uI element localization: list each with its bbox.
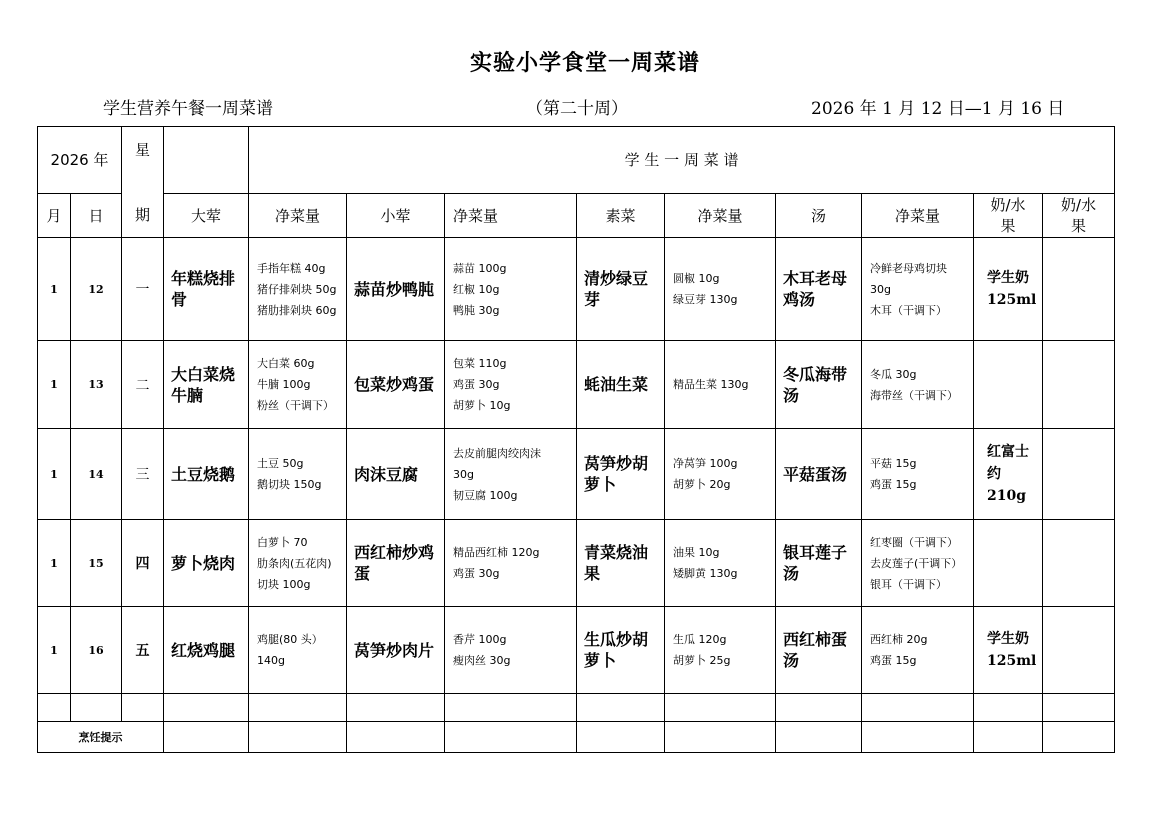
month-cell: 1 bbox=[38, 429, 71, 520]
weekday-cell: 一 bbox=[122, 238, 164, 341]
date-range: 2026 年 1 月 12 日—1 月 16 日 bbox=[811, 99, 1065, 119]
small-ingredients: 去皮前腿肉绞肉沫 30g 韧豆腐 100g bbox=[445, 429, 577, 520]
net-weight-header: 净菜量 bbox=[445, 193, 577, 237]
weekday-header: 星 期 bbox=[122, 127, 164, 238]
month-cell: 1 bbox=[38, 520, 71, 607]
small-dish: 肉沫豆腐 bbox=[347, 429, 445, 520]
day-header: 日 bbox=[71, 193, 122, 237]
veg-dish: 蚝油生菜 bbox=[577, 341, 665, 429]
soup-ingredients: 冬瓜 30g 海带丝（干调下） bbox=[862, 341, 974, 429]
veg-dish: 莴笋炒胡萝卜 bbox=[577, 429, 665, 520]
small-ingredients: 香芹 100g 瘦肉丝 30g bbox=[445, 607, 577, 694]
month-cell: 1 bbox=[38, 607, 71, 694]
soup-ingredients: 平菇 15g 鸡蛋 15g bbox=[862, 429, 974, 520]
net-weight-header: 净菜量 bbox=[862, 193, 974, 237]
milk-fruit-cell-2 bbox=[1043, 520, 1115, 607]
small-dish: 西红柿炒鸡蛋 bbox=[347, 520, 445, 607]
page-title: 实验小学食堂一周菜谱 bbox=[469, 50, 700, 76]
soup-ingredients: 红枣圈（干调下） 去皮莲子(干调下） 银耳（干调下） bbox=[862, 520, 974, 607]
milk-fruit-cell-2 bbox=[1043, 341, 1115, 429]
soup-ingredients: 冷鲜老母鸡切块 30g 木耳（干调下） bbox=[862, 238, 974, 341]
milk-fruit-cell-2 bbox=[1043, 607, 1115, 694]
day-cell: 15 bbox=[71, 520, 122, 607]
month-cell: 1 bbox=[38, 238, 71, 341]
veg-ingredients: 油果 10g 矮脚黄 130g bbox=[665, 520, 776, 607]
soup-dish: 木耳老母鸡汤 bbox=[776, 238, 862, 341]
small-dish: 包菜炒鸡蛋 bbox=[347, 341, 445, 429]
main-ingredients: 鸡腿(80 头） 140g bbox=[249, 607, 347, 694]
veg-ingredients: 精品生菜 130g bbox=[665, 341, 776, 429]
soup-dish: 平菇蛋汤 bbox=[776, 429, 862, 520]
small-dish-header: 小荤 bbox=[347, 193, 445, 237]
net-weight-header: 净菜量 bbox=[665, 193, 776, 237]
main-ingredients: 土豆 50g 鹅切块 150g bbox=[249, 429, 347, 520]
main-dish: 土豆烧鹅 bbox=[164, 429, 249, 520]
small-ingredients: 包菜 110g 鸡蛋 30g 胡萝卜 10g bbox=[445, 341, 577, 429]
subtitle-left: 学生营养午餐一周菜谱 bbox=[103, 99, 273, 119]
net-weight-header: 净菜量 bbox=[249, 193, 347, 237]
main-ingredients: 白萝卜 70 肋条肉(五花肉) 切块 100g bbox=[249, 520, 347, 607]
veg-dish-header: 素菜 bbox=[577, 193, 665, 237]
main-dish: 红烧鸡腿 bbox=[164, 607, 249, 694]
main-ingredients: 手指年糕 40g 猪仔排剁块 50g 猪肋排剁块 60g bbox=[249, 238, 347, 341]
blank-header-cell bbox=[164, 127, 249, 194]
weekday-cell: 三 bbox=[122, 429, 164, 520]
week-number: （第二十周） bbox=[526, 99, 628, 119]
veg-ingredients: 生瓜 120g 胡萝卜 25g bbox=[665, 607, 776, 694]
day-cell: 14 bbox=[71, 429, 122, 520]
weekday-cell: 四 bbox=[122, 520, 164, 607]
soup-dish: 银耳莲子汤 bbox=[776, 520, 862, 607]
milk-fruit-cell bbox=[974, 341, 1043, 429]
month-header: 月 bbox=[38, 193, 71, 237]
main-dish: 年糕烧排骨 bbox=[164, 238, 249, 341]
milk-fruit-cell-2 bbox=[1043, 429, 1115, 520]
cooking-tips-row bbox=[38, 722, 1115, 753]
veg-dish: 青菜烧油果 bbox=[577, 520, 665, 607]
small-ingredients: 精品西红柿 120g 鸡蛋 30g bbox=[445, 520, 577, 607]
milk-fruit-cell: 学生奶 125ml bbox=[974, 238, 1043, 341]
veg-dish: 清炒绿豆芽 bbox=[577, 238, 665, 341]
milk-fruit-cell: 红富士约 210g bbox=[974, 429, 1043, 520]
menu-row-thursday bbox=[38, 520, 1115, 607]
small-dish: 莴笋炒肉片 bbox=[347, 607, 445, 694]
menu-title-header: 学 生 一 周 菜 谱 bbox=[249, 127, 1115, 194]
milk-fruit-cell: 学生奶 125ml bbox=[974, 607, 1043, 694]
year-header: 2026 年 bbox=[38, 127, 122, 194]
menu-row-friday bbox=[38, 607, 1115, 694]
soup-header: 汤 bbox=[776, 193, 862, 237]
menu-table bbox=[37, 126, 1115, 753]
weekday-cell: 五 bbox=[122, 607, 164, 694]
menu-row-tuesday bbox=[38, 341, 1115, 429]
menu-row-monday bbox=[38, 238, 1115, 341]
cooking-tips-label: 烹饪提示 bbox=[38, 722, 164, 753]
veg-ingredients: 净莴笋 100g 胡萝卜 20g bbox=[665, 429, 776, 520]
soup-dish: 冬瓜海带汤 bbox=[776, 341, 862, 429]
day-cell: 16 bbox=[71, 607, 122, 694]
empty-row bbox=[38, 694, 1115, 722]
milk-fruit-cell-2 bbox=[1043, 238, 1115, 341]
milk-fruit-header: 奶/水果 bbox=[1043, 193, 1115, 237]
soup-ingredients: 西红柿 20g 鸡蛋 15g bbox=[862, 607, 974, 694]
menu-row-wednesday bbox=[38, 429, 1115, 520]
day-cell: 12 bbox=[71, 238, 122, 341]
main-dish: 萝卜烧肉 bbox=[164, 520, 249, 607]
soup-dish: 西红柿蛋汤 bbox=[776, 607, 862, 694]
month-cell: 1 bbox=[38, 341, 71, 429]
small-ingredients: 蒜苗 100g 红椒 10g 鸭肫 30g bbox=[445, 238, 577, 341]
main-dish: 大白菜烧牛腩 bbox=[164, 341, 249, 429]
veg-dish: 生瓜炒胡萝卜 bbox=[577, 607, 665, 694]
veg-ingredients: 圆椒 10g 绿豆芽 130g bbox=[665, 238, 776, 341]
small-dish: 蒜苗炒鸭肫 bbox=[347, 238, 445, 341]
main-dish-header: 大荤 bbox=[164, 193, 249, 237]
milk-fruit-header: 奶/水果 bbox=[974, 193, 1043, 237]
day-cell: 13 bbox=[71, 341, 122, 429]
main-ingredients: 大白菜 60g 牛腩 100g 粉丝（干调下） bbox=[249, 341, 347, 429]
milk-fruit-cell bbox=[974, 520, 1043, 607]
weekday-cell: 二 bbox=[122, 341, 164, 429]
